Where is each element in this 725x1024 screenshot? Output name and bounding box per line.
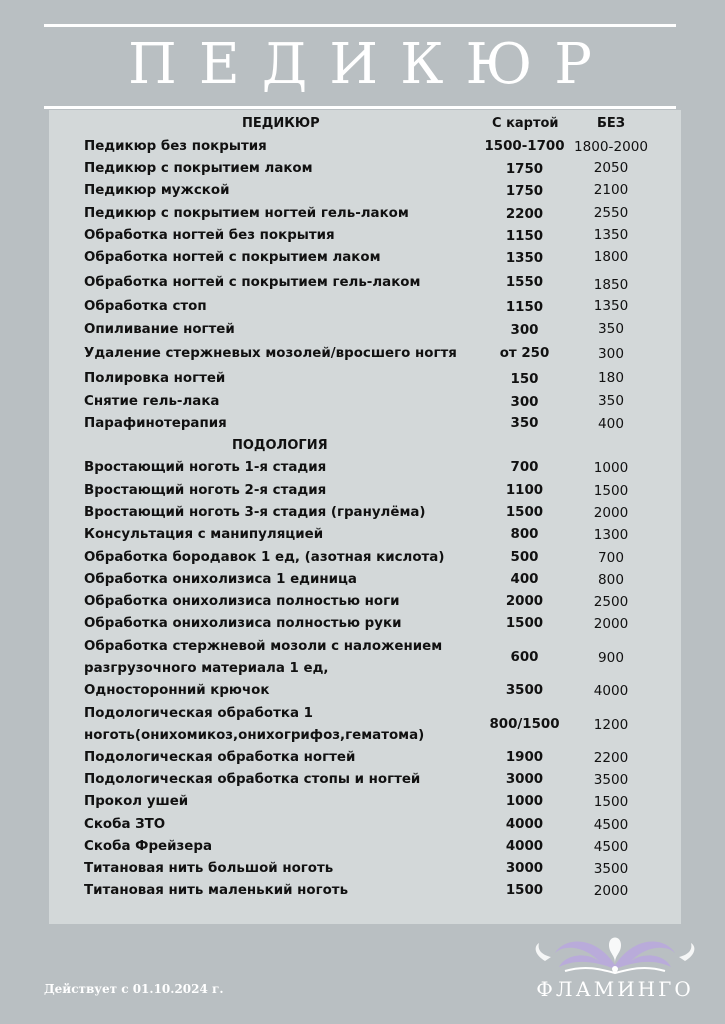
price-with-card: 1350 (505, 251, 544, 266)
price-without-card: 1500 (593, 794, 629, 810)
service-name: Снятие гель-лака (84, 394, 220, 409)
service-name: Скоба ЗТО (84, 817, 166, 832)
price-with-card: 1500 (505, 883, 544, 898)
price-without-card: 4500 (593, 817, 629, 833)
price-with-card: 1000 (505, 794, 544, 809)
service-name: Обработка ногтей с покрытием гель-лаком (84, 275, 421, 290)
price-with-card: 4000 (505, 817, 544, 832)
price-without-card: 1800 (593, 249, 629, 265)
price-with-card: 1100 (505, 483, 544, 498)
price-list-panel (49, 110, 681, 924)
price-without-card: 3500 (593, 861, 629, 877)
service-name: Педикюр с покрытием ногтей гель-лаком (84, 206, 409, 221)
service-name: Полировка ногтей (84, 371, 226, 386)
price-without-card: 180 (598, 370, 624, 386)
price-with-card: 800/1500 (489, 717, 560, 732)
service-name: Подологическая обработка 1 ноготь(онихомикоз,онихогрифоз,гематома) (84, 706, 425, 743)
price-with-card: 700 (510, 460, 539, 475)
price-without-card: 1800-2000 (573, 139, 649, 155)
service-name: Прокол ушей (84, 794, 189, 809)
price-without-card: 1500 (593, 483, 629, 499)
service-name: Обработка онихолизиса 1 единица (84, 572, 357, 587)
price-with-card: 1500 (505, 505, 544, 520)
flamingo-ornament-icon (525, 925, 705, 977)
price-with-card: 1550 (505, 275, 544, 290)
price-with-card: 3500 (505, 683, 544, 698)
price-without-card: 300 (598, 346, 624, 362)
bottom-rule (44, 106, 676, 109)
price-with-card: 400 (510, 572, 539, 587)
price-without-card: 2100 (593, 182, 629, 198)
service-name: Обработка стержневой мозоли с наложением разгрузочного материала 1 ед, (84, 639, 443, 676)
price-with-card: 1500 (505, 616, 544, 631)
service-name: Обработка онихолизиса полностью ноги (84, 594, 400, 609)
brand-name: ФЛАМИНГО (536, 977, 694, 1001)
column-header-card: С картой (492, 116, 559, 131)
price-with-card: 2200 (505, 207, 544, 222)
price-without-card: 1850 (593, 277, 629, 293)
price-without-card: 1350 (593, 298, 629, 314)
price-without-card: 2200 (593, 750, 629, 766)
validity-note: Действует с 01.10.2024 г. (44, 982, 224, 996)
service-name: Скоба Фрейзера (84, 839, 212, 854)
price-without-card: 700 (598, 550, 624, 566)
service-name: Обработка онихолизиса полностью руки (84, 616, 402, 631)
service-name: Консультация с манипуляцией (84, 527, 324, 542)
service-name: Опиливание ногтей (84, 322, 235, 337)
price-with-card: 300 (510, 323, 539, 338)
price-with-card: 150 (510, 372, 539, 387)
price-without-card: 1350 (593, 227, 629, 243)
price-without-card: 4500 (593, 839, 629, 855)
price-without-card: 2050 (593, 160, 629, 176)
service-name: Вростающий ноготь 2-я стадия (84, 483, 327, 498)
service-name: Вростающий ноготь 3-я стадия (гранулёма) (84, 505, 426, 520)
service-name: Удаление стержневых мозолей/вросшего ногтя (84, 346, 457, 361)
service-name: Обработка ногтей без покрытия (84, 228, 335, 243)
price-with-card: 500 (510, 550, 539, 565)
service-name: Педикюр мужской (84, 183, 230, 198)
price-without-card: 1300 (593, 527, 629, 543)
price-without-card: 4000 (593, 683, 629, 699)
price-with-card: 1900 (505, 750, 544, 765)
price-with-card: 1500-1700 (484, 139, 565, 154)
price-without-card: 3500 (593, 772, 629, 788)
price-with-card: 2000 (505, 594, 544, 609)
service-name: Односторонний крючок (84, 683, 270, 698)
price-with-card: 800 (510, 527, 539, 542)
price-without-card: 400 (598, 416, 624, 432)
price-with-card: 300 (510, 395, 539, 410)
service-name: Титановая нить большой ноготь (84, 861, 334, 876)
section-header-podology: ПОДОЛОГИЯ (232, 438, 328, 453)
service-name: Подологическая обработка стопы и ногтей (84, 772, 421, 787)
brand-logo (525, 925, 705, 1005)
price-without-card: 2000 (593, 505, 629, 521)
page-title: ПЕДИКЮР (128, 32, 614, 97)
service-name: Обработка ногтей с покрытием лаком (84, 250, 381, 265)
price-with-card: 1150 (505, 229, 544, 244)
price-without-card: 350 (598, 393, 624, 409)
top-rule (44, 24, 676, 27)
price-with-card: от 250 (499, 346, 550, 361)
service-name: Титановая нить маленький ноготь (84, 883, 349, 898)
service-name: Вростающий ноготь 1-я стадия (84, 460, 327, 475)
price-with-card: 1750 (505, 184, 544, 199)
price-without-card: 350 (598, 321, 624, 337)
price-without-card: 2000 (593, 616, 629, 632)
service-name: Подологическая обработка ногтей (84, 750, 356, 765)
service-name: Педикюр с покрытием лаком (84, 161, 313, 176)
price-without-card: 2000 (593, 883, 629, 899)
price-without-card: 2500 (593, 594, 629, 610)
price-without-card: 1200 (593, 717, 629, 733)
price-with-card: 350 (510, 416, 539, 431)
price-without-card: 800 (598, 572, 624, 588)
service-name: Обработка стоп (84, 299, 207, 314)
price-with-card: 1150 (505, 300, 544, 315)
price-with-card: 1750 (505, 162, 544, 177)
service-name: Парафинотерапия (84, 416, 227, 431)
price-with-card: 4000 (505, 839, 544, 854)
section-header-pedicure: ПЕДИКЮР (242, 116, 320, 131)
price-with-card: 3000 (505, 861, 544, 876)
price-without-card: 900 (598, 650, 624, 666)
price-without-card: 2550 (593, 205, 629, 221)
price-with-card: 3000 (505, 772, 544, 787)
service-name: Обработка бородавок 1 ед, (азотная кислота) (84, 550, 445, 565)
price-without-card: 1000 (593, 460, 629, 476)
column-header-no-card: БЕЗ (597, 116, 626, 131)
price-with-card: 600 (510, 650, 539, 665)
service-name: Педикюр без покрытия (84, 139, 267, 154)
